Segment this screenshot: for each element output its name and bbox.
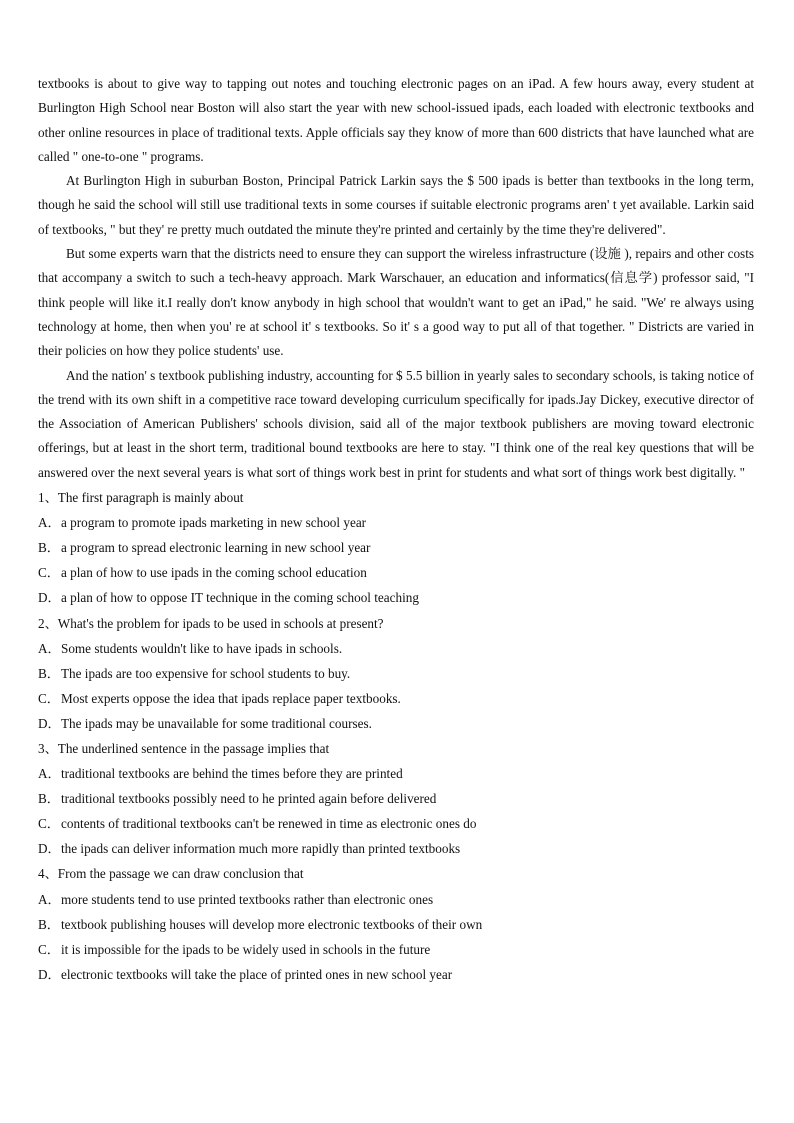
answer-option-c xyxy=(38,811,754,836)
option-letter: A． xyxy=(38,766,61,782)
option-text: traditional textbooks are behind the times before they are printed xyxy=(61,766,403,782)
passage-paragraph-3: But some experts warn that the districts need to ensure they can support the wireless infrastructure (设施 ), repairs and other costs that accompany a switch to such a tech-heavy approach. Mark Warschauer, an education and informatics(信息学) professor said, "I think people will like it.I really don't know anybody in high school that wouldn't want to get an iPad," he said. "We' re always using technology at home, then when you' re at school it' s textbooks. So it' s a good way to put all of that together. " Districts are varied in their policies on how they police students' use. xyxy=(38,246,754,359)
option-text: it is impossible for the ipads to be widely used in schools in the future xyxy=(61,941,431,957)
answer-option-a xyxy=(38,510,754,535)
option-text: the ipads can deliver information much more rapidly than printed textbooks xyxy=(61,841,461,857)
option-text: electronic textbooks will take the place of printed ones in new school year xyxy=(61,966,453,982)
option-letter: C． xyxy=(38,690,60,706)
option-text: contents of traditional textbooks can't be renewed in time as electronic ones do xyxy=(61,816,477,832)
option-text: traditional textbooks possibly need to he printed again before delivered xyxy=(61,791,437,807)
option-letter: B． xyxy=(38,791,60,807)
answer-option-d xyxy=(38,585,754,610)
question-stem: 2、What's the problem for ipads to be used in schools at present? xyxy=(38,615,384,631)
question-stem: 1、The first paragraph is mainly about xyxy=(38,490,244,506)
option-text: Some students wouldn't like to have ipads in schools. xyxy=(61,640,343,656)
option-letter: D． xyxy=(38,715,61,731)
option-letter: D． xyxy=(38,590,61,606)
answer-option-b xyxy=(38,786,754,811)
option-text: Most experts oppose the idea that ipads replace paper textbooks. xyxy=(61,690,401,706)
option-letter: A． xyxy=(38,515,61,531)
answer-option-a xyxy=(38,761,754,786)
answer-option-c xyxy=(38,560,754,585)
passage-paragraph-4: And the nation' s textbook publishing industry, accounting for $ 5.5 billion in yearly sales to secondary schools, is taking notice of the trend with its own shift in a competitive race toward developing curriculum specifically for ipads.Jay Dickey, executive director of the Association of American Publishers' schools division, said all of the major textbook publishers are moving toward electronic offerings, but at least in the short term, traditional bound textbooks are here to stay. "I think one of the real key questions that will be answered over the next several years is what sort of things work best in print for students and what sort of things work best digitally. " xyxy=(38,367,754,480)
option-text: a plan of how to use ipads in the coming school education xyxy=(61,565,367,581)
answer-option-c xyxy=(38,686,754,711)
option-letter: D． xyxy=(38,966,61,982)
answer-option-b xyxy=(38,661,754,686)
answer-option-b xyxy=(38,912,754,937)
question-4 xyxy=(38,861,754,986)
option-text: a program to promote ipads marketing in new school year xyxy=(61,515,367,531)
passage-paragraph-1: textbooks is about to give way to tapping out notes and touching electronic pages on an iPad. A few hours away, every student at Burlington High School near Boston will also start the year with new school-issued ipads, each loaded with electronic textbooks and other online resources in place of traditional texts. Apple officials say they know of more than 600 districts that have launched what are called " one-to-one " programs. xyxy=(38,76,754,164)
question-stem: 3、The underlined sentence in the passage implies that xyxy=(38,740,330,756)
option-letter: B． xyxy=(38,665,60,681)
answer-option-d xyxy=(38,836,754,861)
answer-option-d xyxy=(38,962,754,987)
answer-option-a xyxy=(38,636,754,661)
answer-option-b xyxy=(38,535,754,560)
option-letter: A． xyxy=(38,891,61,907)
option-text: The ipads are too expensive for school students to buy. xyxy=(61,665,351,681)
option-letter: C． xyxy=(38,565,60,581)
document-page xyxy=(38,72,754,987)
answer-option-a xyxy=(38,887,754,912)
reading-passage xyxy=(38,72,754,485)
option-text: The ipads may be unavailable for some traditional courses. xyxy=(61,715,372,731)
answer-option-d xyxy=(38,711,754,736)
passage-paragraph-2: At Burlington High in suburban Boston, Principal Patrick Larkin says the $ 500 ipads is better than textbooks in the long term, though he said the school will still use traditional texts in some courses if suitable electronic programs aren' t yet available. Larkin said of textbooks, " but they' re pretty much outdated the minute they're printed and certainly by the time they're delivered". xyxy=(38,173,754,237)
option-letter: B． xyxy=(38,540,60,556)
option-text: a plan of how to oppose IT technique in the coming school teaching xyxy=(61,590,419,606)
option-letter: C． xyxy=(38,816,60,832)
option-letter: A． xyxy=(38,640,61,656)
question-1 xyxy=(38,485,754,610)
question-2 xyxy=(38,611,754,736)
option-letter: B． xyxy=(38,916,60,932)
option-letter: C． xyxy=(38,941,60,957)
question-3 xyxy=(38,736,754,861)
answer-option-c xyxy=(38,937,754,962)
question-stem: 4、From the passage we can draw conclusion that xyxy=(38,866,304,882)
option-letter: D． xyxy=(38,841,61,857)
option-text: a program to spread electronic learning in new school year xyxy=(61,540,371,556)
option-text: more students tend to use printed textbooks rather than electronic ones xyxy=(61,891,434,907)
option-text: textbook publishing houses will develop more electronic textbooks of their own xyxy=(61,916,483,932)
question-list xyxy=(38,485,754,987)
